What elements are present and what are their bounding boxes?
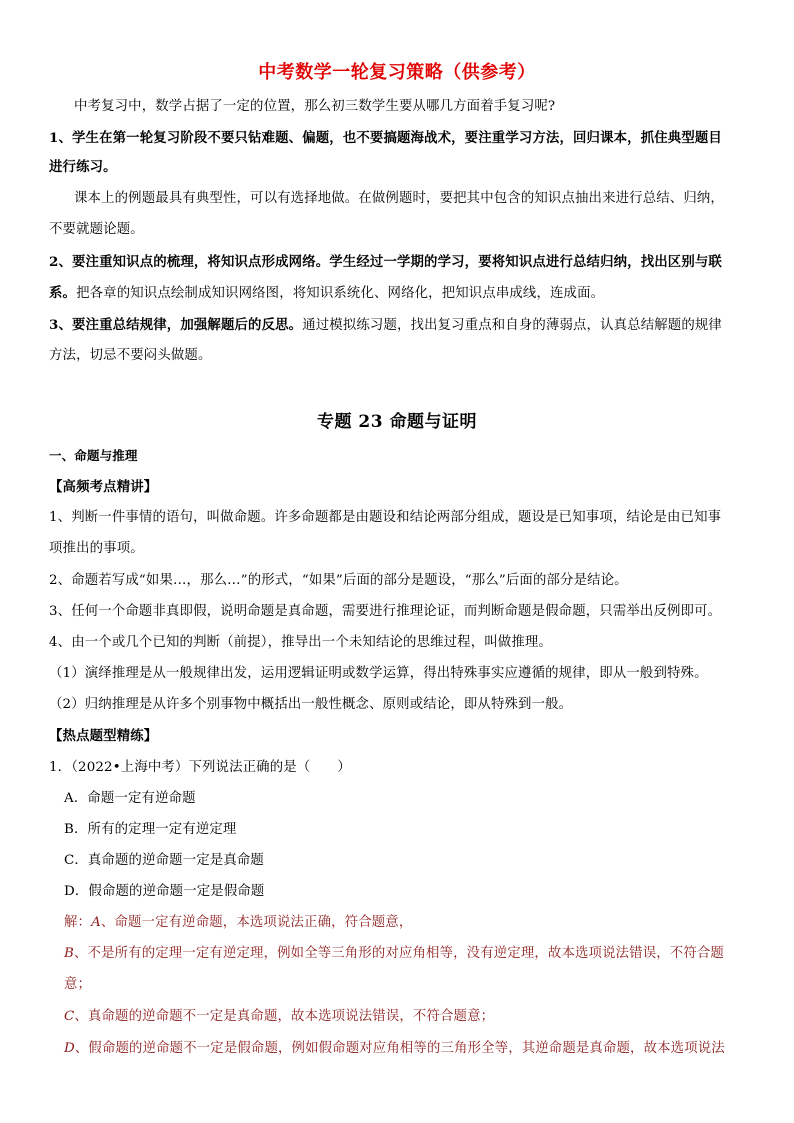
knowledge-4b: （2）归纳推理是从许多个别事物中概括出一般性概念、原则或结论，即从特殊到一般。 [49,697,573,712]
strategy-1-line-2: 进行练习。 [49,159,117,175]
knowledge-3: 3、任何一个命题非真即假，说明命题是真命题，需要进行推理论证，而判断命题是假命题，只需举出反例即可。 [49,604,722,619]
strategy-3-line-1 [49,315,761,336]
solution-c [64,1007,776,1027]
option-c: C．真命题的逆命题一定是真命题 [64,853,264,868]
knowledge-4: 4、由一个或几个已知的判断（前提），推导出一个未知结论的思维过程，叫做推理。 [49,635,552,650]
strategy-3-line-1-rest: 通过模拟练习题，找出复习重点和自身的薄弱点，认真总结解题的规律 [302,318,722,333]
strategy-2-line-1: 2、要注重知识点的梳理，将知识点形成网络。学生经过一学期的学习，要将知识点进行总结归纳，找出区别与联 [49,254,722,270]
solution-d-letter: D [64,1041,75,1056]
option-d: D．假命题的逆命题一定是假命题 [64,884,265,899]
knowledge-1-line-2: 项推出的事项。 [49,541,144,556]
solution-d-text: 、假命题的逆命题不一定是假命题，例如假命题对应角相等的三角形全等，其逆命题是真命题，故本选项说法 [74,1041,725,1056]
strategy-1-line-1: 1、学生在第一轮复习阶段不要只钻难题、偏题，也不要搞题海战术，要注重学习方法，回归课本，抓住典型题目 [49,130,722,146]
solution-a-letter: A [91,915,101,930]
solution-b-letter: B [64,946,74,961]
solution-b-line-1 [64,944,776,964]
knowledge-1-line-1: 1、判断一件事情的语句，叫做命题。许多命题都是由题设和结论两部分组成，题设是已知事项，结论是由已知事 [49,510,722,525]
strategy-1b-line-1: 课本上的例题最具有典型性，可以有选择地做。在做例题时，要把其中包含的知识点抽出来进行总结、归纳， [74,191,724,206]
solution-a [64,913,776,933]
subheading-practice: 【热点题型精练】 [49,728,158,744]
knowledge-2: 2、命题若写成“如果…，那么…”的形式，“如果”后面的部分是题设，“那么”后面的部分是结论。 [49,573,628,588]
topic-title: 专题 23 命题与证明 [317,412,477,432]
subheading-key-points: 【高频考点精讲】 [49,479,158,495]
section-heading: 一、命题与推理 [49,448,138,463]
option-b: B．所有的定理一定有逆定理 [64,822,237,837]
solution-c-letter: C [64,1009,75,1024]
question-stem: 1．（2022•上海中考）下列说法正确的是（ ） [49,760,351,775]
strategy-2-line-2 [49,283,761,304]
solution-b-text: 、不是所有的定理一定有逆定理，例如全等三角形的对应角相等，没有逆定理，故本选项说法错误，不符合题 [74,946,724,961]
solution-b-line-2: 意； [64,977,92,992]
solution-c-text: 、真命题的逆命题不一定是真命题，故本选项说法错误，不符合题意； [74,1009,495,1024]
strategy-3-line-2: 方法，切忌不要闷头做题。 [49,348,212,363]
strategy-2-line-2-rest: 把各章的知识点绘制成知识网络图，将知识系统化、网络化，把知识点串成线，连成面。 [76,286,605,301]
strategy-3-line-1-bold: 3、要注重总结规律，加强解题后的反思。 [49,317,303,333]
solution-a-text: 、命题一定有逆命题，本选项说法正确，符合题意， [100,915,413,930]
solution-prefix: 解： [64,915,92,930]
option-a: A．命题一定有逆命题 [64,791,196,806]
knowledge-4a: （1）演绎推理是从一般规律出发，运用逻辑证明或数学运算，得出特殊事实应遵循的规律，即从一般到特殊。 [49,666,708,681]
strategy-1b-line-2: 不要就题论题。 [49,222,144,237]
document-title: 中考数学一轮复习策略（供参考） [258,62,536,83]
strategy-2-line-2-bold: 系。 [49,285,77,301]
intro-text: 中考复习中，数学占据了一定的位置，那么初三数学生要从哪几方面着手复习呢? [74,99,556,114]
solution-d [64,1039,776,1059]
